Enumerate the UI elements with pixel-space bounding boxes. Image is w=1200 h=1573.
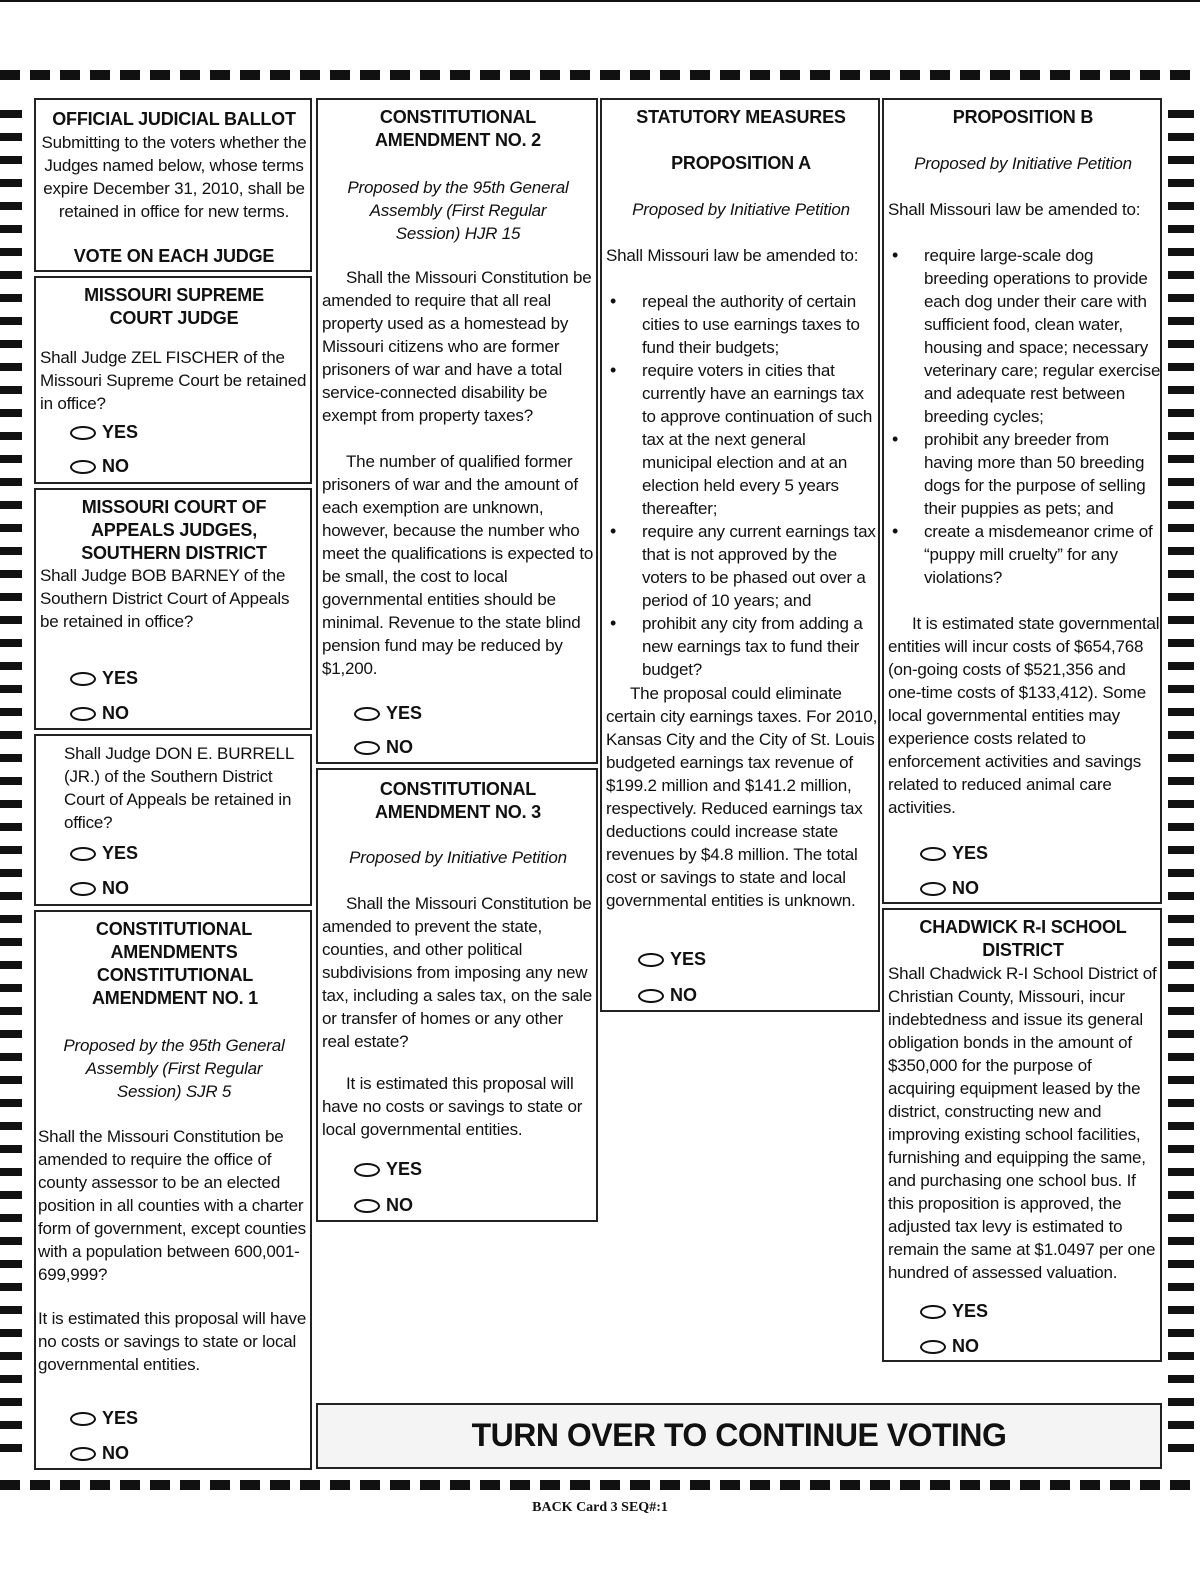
timing-mark <box>0 1444 22 1452</box>
timing-mark <box>0 524 22 532</box>
amend2-yes-option[interactable]: YES <box>354 702 422 724</box>
timing-mark <box>300 1480 320 1490</box>
appeals-burrell-box <box>34 734 312 906</box>
yes-oval[interactable] <box>920 1305 946 1319</box>
statutory-measures-heading: STATUTORY MEASURES <box>636 107 846 127</box>
timing-mark <box>1168 317 1194 325</box>
timing-mark <box>240 1480 260 1490</box>
yes-oval[interactable] <box>70 672 96 686</box>
proposition-a-heading: PROPOSITION A <box>671 153 811 173</box>
timing-mark <box>1020 70 1040 80</box>
no-oval[interactable] <box>70 460 96 474</box>
timing-mark <box>1168 1076 1194 1084</box>
amendment-2-question: Shall the Missouri Constitution be amended to require that all real property used as a homestead by Missouri citizens who are former prisoners of war and have a total service-connected disability be exempt from property taxes? <box>322 268 592 425</box>
timing-mark <box>510 70 530 80</box>
barney-question: Shall Judge BOB BARNEY of the Southern District Court of Appeals be retained in office? <box>40 566 290 631</box>
timing-mark <box>60 70 80 80</box>
top-rule <box>0 0 1200 2</box>
timing-mark <box>0 317 22 325</box>
timing-mark <box>1168 1329 1194 1337</box>
timing-mark <box>0 984 22 992</box>
timing-mark <box>1170 70 1190 80</box>
timing-mark <box>0 754 22 762</box>
timing-mark <box>0 1076 22 1084</box>
bullet-item: • require large-scale dog breeding operations to provide each dog under their care with sufficient food, clean water, housing and space; necessary veterinary care; regular exercise and adequate rest between breeding cycles; <box>888 244 1162 428</box>
timing-mark <box>1168 202 1194 210</box>
timing-mark <box>0 570 22 578</box>
judicial-intro: Submitting to the voters whether the Judges named below, whose terms expire December 31, 2010, shall be retained in office for new terms. <box>41 133 307 221</box>
yes-oval[interactable] <box>354 1163 380 1177</box>
timing-mark <box>0 179 22 187</box>
timing-mark <box>750 70 770 80</box>
proposition-b-lead: Shall Missouri law be amended to: <box>888 200 1141 219</box>
barney-no-option[interactable]: NO <box>70 702 129 724</box>
proposition-a-fiscal: The proposal could eliminate certain city earnings taxes. For 2010, Kansas City and the City of St. Louis budgeted earnings tax revenue of $199.2 million and $141.2 million, respectively. Reduced earnings tax deductions could increase state revenues by $4.8 million. The total cost or savings to state and local governmental entities is unknown. <box>606 684 878 910</box>
burrell-yes-option[interactable]: YES <box>70 842 138 864</box>
timing-mark <box>1168 133 1194 141</box>
timing-mark <box>0 202 22 210</box>
timing-mark <box>0 823 22 831</box>
timing-mark <box>0 133 22 141</box>
timing-mark <box>1168 1145 1194 1153</box>
top-timing-marks <box>0 70 1200 80</box>
timing-mark <box>1168 340 1194 348</box>
timing-mark <box>90 1480 110 1490</box>
timing-mark <box>1168 708 1194 716</box>
timing-mark <box>0 915 22 923</box>
timing-mark <box>600 70 620 80</box>
supreme-court-box <box>34 276 312 484</box>
timing-mark <box>0 478 22 486</box>
chadwick-box <box>882 908 1162 1362</box>
timing-mark <box>1168 1007 1194 1015</box>
timing-mark <box>0 1122 22 1130</box>
proposition-b-proposed: Proposed by Initiative Petition <box>914 154 1132 173</box>
timing-mark <box>1168 1306 1194 1314</box>
timing-mark <box>420 1480 440 1490</box>
timing-mark <box>0 1398 22 1406</box>
timing-mark <box>1110 70 1130 80</box>
timing-mark <box>0 777 22 785</box>
timing-mark <box>0 340 22 348</box>
timing-mark <box>450 1480 470 1490</box>
timing-mark <box>120 1480 140 1490</box>
timing-mark <box>1168 1099 1194 1107</box>
amendment-1-proposed: Proposed by the 95th General Assembly (First Regular Session) SJR 5 <box>63 1036 285 1101</box>
propA-yes-option[interactable]: YES <box>638 948 706 970</box>
timing-mark <box>0 547 22 555</box>
timing-mark <box>0 110 22 118</box>
amend1-yes-option[interactable]: YES <box>70 1407 138 1429</box>
timing-mark <box>1168 409 1194 417</box>
timing-mark <box>0 1168 22 1176</box>
yes-oval[interactable] <box>70 1412 96 1426</box>
timing-mark <box>0 432 22 440</box>
timing-mark <box>660 70 680 80</box>
timing-mark <box>1168 248 1194 256</box>
proposition-b-fiscal: It is estimated state governmental entities will incur costs of $654,768 (on-going costs of $521,356 and one-time costs of $133,412). Some local governmental entities may experience costs related to enforcement activities and savings related to reduced animal care activities. <box>888 614 1160 817</box>
no-oval[interactable] <box>354 741 380 755</box>
timing-mark <box>660 1480 680 1490</box>
timing-mark <box>180 70 200 80</box>
timing-mark <box>1080 1480 1100 1490</box>
propB-no-option[interactable]: NO <box>920 877 979 899</box>
propB-yes-option[interactable]: YES <box>920 842 988 864</box>
yes-oval[interactable] <box>638 953 664 967</box>
timing-mark <box>360 1480 380 1490</box>
timing-mark <box>1168 271 1194 279</box>
card-footer: BACK Card 3 SEQ#:1 <box>532 1500 668 1515</box>
supreme-heading: MISSOURI SUPREME COURT JUDGE <box>84 285 264 328</box>
timing-mark <box>570 1480 590 1490</box>
timing-mark <box>780 1480 800 1490</box>
timing-mark <box>630 1480 650 1490</box>
timing-mark <box>1168 1214 1194 1222</box>
chadwick-no-option[interactable]: NO <box>920 1335 979 1357</box>
timing-mark <box>150 70 170 80</box>
timing-mark <box>0 409 22 417</box>
timing-mark <box>1168 455 1194 463</box>
no-oval[interactable] <box>354 1199 380 1213</box>
proposition-a-proposed: Proposed by Initiative Petition <box>632 200 850 219</box>
fischer-yes-option[interactable]: YES <box>70 421 138 443</box>
amendment-3-question: Shall the Missouri Constitution be amended to prevent the state, counties, and other political subdivisions from imposing any new tax, including a sales tax, on the sale or transfer of homes or any other real estate? <box>322 894 593 1051</box>
proposition-a-box <box>600 98 880 1012</box>
timing-mark <box>270 1480 290 1490</box>
bullet-item: • repeal the authority of certain cities to use earnings taxes to fund their budgets; <box>606 290 880 359</box>
timing-mark <box>1168 478 1194 486</box>
timing-mark <box>1168 1260 1194 1268</box>
amendment-1-box <box>34 910 312 1470</box>
amendment-2-proposed: Proposed by the 95th General Assembly (First Regular Session) HJR 15 <box>347 178 569 243</box>
timing-mark <box>0 892 22 900</box>
amend3-yes-option[interactable]: YES <box>354 1158 422 1180</box>
no-oval[interactable] <box>70 882 96 896</box>
amendment-1-heading: CONSTITUTIONAL AMENDMENT NO. 1 <box>91 965 258 1008</box>
appeals-heading: MISSOURI COURT OF APPEALS JUDGES, SOUTHERN DISTRICT <box>81 497 267 563</box>
amendment-2-fiscal: The number of qualified former prisoners of war and the amount of each exemption are unknown, however, because the number who meet the qualifications is expected to be small, the cost to local governmental entities should be minimal. Revenue to the state blind pension fund may be reduced by $1,200. <box>322 452 594 678</box>
timing-mark <box>1140 70 1160 80</box>
timing-mark <box>1168 1398 1194 1406</box>
timing-mark <box>510 1480 530 1490</box>
timing-mark <box>0 639 22 647</box>
amend1-no-option[interactable]: NO <box>70 1442 129 1464</box>
proposition-b-bullets <box>888 244 1162 589</box>
timing-mark <box>1168 915 1194 923</box>
timing-mark <box>870 70 890 80</box>
proposition-a-lead: Shall Missouri law be amended to: <box>606 246 859 265</box>
timing-mark <box>1168 1053 1194 1061</box>
vote-each-judge: VOTE ON EACH JUDGE <box>73 246 275 266</box>
burrell-no-option[interactable]: NO <box>70 877 129 899</box>
timing-mark <box>1168 938 1194 946</box>
timing-mark <box>960 1480 980 1490</box>
timing-mark <box>0 501 22 509</box>
timing-mark <box>1168 800 1194 808</box>
bottom-timing-marks <box>0 1480 1200 1490</box>
timing-mark <box>0 1053 22 1061</box>
timing-mark <box>1110 1480 1130 1490</box>
timing-mark <box>900 70 920 80</box>
timing-mark <box>1168 524 1194 532</box>
amendment-3-box <box>316 768 598 1222</box>
no-oval[interactable] <box>638 989 664 1003</box>
timing-mark <box>360 70 380 80</box>
timing-mark <box>810 1480 830 1490</box>
timing-mark <box>1168 892 1194 900</box>
timing-mark <box>0 1007 22 1015</box>
timing-mark <box>1168 869 1194 877</box>
bullet-item: • prohibit any city from adding a new earnings tax to fund their budget? <box>606 612 880 681</box>
timing-mark <box>180 1480 200 1490</box>
timing-mark <box>0 1329 22 1337</box>
timing-mark <box>990 70 1010 80</box>
proposition-b-heading: PROPOSITION B <box>952 107 1094 127</box>
timing-mark <box>1168 1352 1194 1360</box>
timing-mark <box>0 70 20 80</box>
amendment-3-fiscal: It is estimated this proposal will have no costs or savings to state or local governmental entities. <box>322 1074 583 1139</box>
bullet-item: • create a misdemeanor crime of “puppy mill cruelty” for any violations? <box>888 520 1162 589</box>
judicial-intro-box <box>34 98 312 272</box>
timing-mark <box>120 70 140 80</box>
timing-mark <box>1168 110 1194 118</box>
timing-mark <box>0 1421 22 1429</box>
timing-mark <box>0 1260 22 1268</box>
timing-mark <box>1168 1191 1194 1199</box>
timing-mark <box>1168 777 1194 785</box>
timing-mark <box>210 70 230 80</box>
timing-mark <box>0 708 22 716</box>
turn-over-text: TURN OVER TO CONTINUE VOTING <box>471 1417 1007 1453</box>
timing-mark <box>0 1480 20 1490</box>
timing-mark <box>1168 386 1194 394</box>
timing-mark <box>0 869 22 877</box>
chadwick-question: Shall Chadwick R-I School District of Christian County, Missouri, incur indebtedness and issue its general obligation bonds in the amount of $350,000 for the purpose of acquiring equipment leased by the district, constructing new and improving existing school facilities, furnishing and equipping the same, and purchasing one school bus. If this proposition is approved, the adjusted tax levy is estimated to remain the same at $1.0497 per one hundred of assessed valuation. <box>888 964 1157 1282</box>
timing-mark <box>690 1480 710 1490</box>
timing-mark <box>1168 662 1194 670</box>
timing-mark <box>0 386 22 394</box>
timing-mark <box>1168 294 1194 302</box>
timing-mark <box>1168 1030 1194 1038</box>
timing-mark <box>930 1480 950 1490</box>
constitutional-amendments-heading: CONSTITUTIONAL AMENDMENTS <box>95 919 253 962</box>
timing-mark <box>1140 1480 1160 1490</box>
timing-mark <box>330 70 350 80</box>
timing-mark <box>0 455 22 463</box>
timing-mark <box>840 1480 860 1490</box>
amend2-no-option[interactable]: NO <box>354 736 413 758</box>
timing-mark <box>540 70 560 80</box>
timing-mark <box>0 225 22 233</box>
yes-oval[interactable] <box>70 847 96 861</box>
timing-mark <box>90 70 110 80</box>
timing-mark <box>0 1099 22 1107</box>
timing-mark <box>0 248 22 256</box>
chadwick-yes-option[interactable]: YES <box>920 1300 988 1322</box>
timing-mark <box>1168 547 1194 555</box>
timing-mark <box>570 70 590 80</box>
timing-mark <box>1168 432 1194 440</box>
timing-mark <box>720 70 740 80</box>
timing-mark <box>0 363 22 371</box>
timing-mark <box>1168 570 1194 578</box>
timing-mark <box>0 731 22 739</box>
timing-mark <box>840 70 860 80</box>
timing-mark <box>0 685 22 693</box>
timing-mark <box>30 1480 50 1490</box>
timing-mark <box>1020 1480 1040 1490</box>
timing-mark <box>1168 1237 1194 1245</box>
amendment-3-proposed: Proposed by Initiative Petition <box>349 848 567 867</box>
timing-mark <box>900 1480 920 1490</box>
propA-no-option[interactable]: NO <box>638 984 697 1006</box>
timing-mark <box>30 70 50 80</box>
timing-mark <box>0 1145 22 1153</box>
timing-mark <box>390 70 410 80</box>
timing-mark <box>0 1030 22 1038</box>
chadwick-heading: CHADWICK R-I SCHOOL DISTRICT <box>919 917 1127 960</box>
yes-oval[interactable] <box>920 847 946 861</box>
timing-mark <box>1168 363 1194 371</box>
timing-mark <box>0 1283 22 1291</box>
bullet-item: • require voters in cities that currently have an earnings tax to approve continuation of such tax at the next general municipal election and at an election held every 5 years thereafter; <box>606 359 880 520</box>
timing-mark <box>330 1480 350 1490</box>
timing-mark <box>540 1480 560 1490</box>
timing-mark <box>810 70 830 80</box>
timing-mark <box>0 1306 22 1314</box>
timing-mark <box>990 1480 1010 1490</box>
supreme-question: Shall Judge ZEL FISCHER of the Missouri Supreme Court be retained in office? <box>40 348 307 413</box>
yes-oval[interactable] <box>354 707 380 721</box>
timing-mark <box>270 70 290 80</box>
timing-mark <box>1168 846 1194 854</box>
bullet-item: • require any current earnings tax that is not approved by the voters to be phased out over a period of 10 years; and <box>606 520 880 612</box>
timing-mark <box>60 1480 80 1490</box>
timing-mark <box>240 70 260 80</box>
amendment-2-heading: CONSTITUTIONAL AMENDMENT NO. 2 <box>374 107 541 150</box>
timing-mark <box>450 70 470 80</box>
timing-mark <box>960 70 980 80</box>
timing-mark <box>1168 961 1194 969</box>
timing-mark <box>300 70 320 80</box>
timing-mark <box>480 70 500 80</box>
barney-yes-option[interactable]: YES <box>70 667 138 689</box>
timing-mark <box>390 1480 410 1490</box>
timing-mark <box>1168 1421 1194 1429</box>
burrell-question: Shall Judge DON E. BURRELL (JR.) of the Southern District Court of Appeals be retained in office? <box>64 744 294 832</box>
appeals-barney-box <box>34 488 312 730</box>
judicial-heading: OFFICIAL JUDICIAL BALLOT <box>52 109 296 129</box>
no-oval[interactable] <box>920 882 946 896</box>
timing-mark <box>0 1214 22 1222</box>
proposition-a-bullets <box>606 290 880 681</box>
yes-oval[interactable] <box>70 426 96 440</box>
no-oval[interactable] <box>920 1340 946 1354</box>
timing-mark <box>480 1480 500 1490</box>
timing-mark <box>1168 1375 1194 1383</box>
amendment-1-question: Shall the Missouri Constitution be amended to require the office of county assessor to be an elected position in all counties with a charter form of government, except counties with a population between 600,001-699,999? <box>38 1127 306 1284</box>
timing-mark <box>1168 156 1194 164</box>
timing-mark <box>1168 1444 1194 1452</box>
timing-mark <box>1168 754 1194 762</box>
amendment-3-heading: CONSTITUTIONAL AMENDMENT NO. 3 <box>374 779 541 822</box>
turn-over-banner <box>316 1403 1162 1469</box>
timing-mark <box>1168 1283 1194 1291</box>
timing-mark <box>0 1191 22 1199</box>
timing-mark <box>0 616 22 624</box>
bullet-item: • prohibit any breeder from having more than 50 breeding dogs for the purpose of selling their puppies as pets; and <box>888 428 1162 520</box>
timing-mark <box>420 70 440 80</box>
timing-mark <box>1168 616 1194 624</box>
timing-mark <box>0 156 22 164</box>
no-oval[interactable] <box>70 707 96 721</box>
timing-mark <box>1080 70 1100 80</box>
timing-mark <box>0 593 22 601</box>
timing-mark <box>1168 984 1194 992</box>
timing-mark <box>1168 501 1194 509</box>
timing-mark <box>150 1480 170 1490</box>
timing-mark <box>930 70 950 80</box>
timing-mark <box>690 70 710 80</box>
timing-mark <box>1168 1122 1194 1130</box>
timing-mark <box>0 800 22 808</box>
timing-mark <box>1050 70 1070 80</box>
timing-mark <box>0 294 22 302</box>
timing-mark <box>1050 1480 1070 1490</box>
timing-mark <box>0 1237 22 1245</box>
timing-mark <box>1168 823 1194 831</box>
amendment-2-box <box>316 98 598 764</box>
amendment-1-fiscal: It is estimated this proposal will have no costs or savings to state or local governmental entities. <box>38 1309 307 1374</box>
proposition-b-box <box>882 98 1162 904</box>
timing-mark <box>1168 639 1194 647</box>
timing-mark <box>720 1480 740 1490</box>
timing-mark <box>600 1480 620 1490</box>
fischer-no-option[interactable]: NO <box>70 455 129 477</box>
timing-mark <box>0 961 22 969</box>
timing-mark <box>1168 593 1194 601</box>
timing-mark <box>630 70 650 80</box>
timing-mark <box>1168 685 1194 693</box>
timing-mark <box>1168 1168 1194 1176</box>
timing-mark <box>0 938 22 946</box>
timing-mark <box>750 1480 770 1490</box>
timing-mark <box>0 662 22 670</box>
timing-mark <box>210 1480 230 1490</box>
timing-mark <box>1168 179 1194 187</box>
timing-mark <box>1168 225 1194 233</box>
timing-mark <box>780 70 800 80</box>
timing-mark <box>0 1375 22 1383</box>
timing-mark <box>1168 731 1194 739</box>
timing-mark <box>0 1352 22 1360</box>
timing-mark <box>1170 1480 1190 1490</box>
timing-mark <box>0 271 22 279</box>
no-oval[interactable] <box>70 1447 96 1461</box>
timing-mark <box>0 846 22 854</box>
timing-mark <box>870 1480 890 1490</box>
amend3-no-option[interactable]: NO <box>354 1194 413 1216</box>
